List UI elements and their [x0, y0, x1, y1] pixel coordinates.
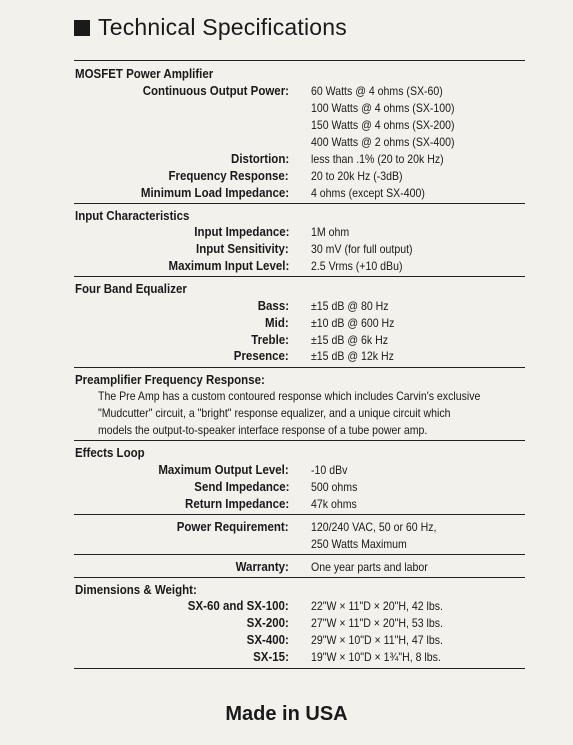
dimensions-model-value: 22"W × 11"D × 20"H, 42 lbs.	[311, 599, 443, 613]
treble-label: Treble:	[251, 333, 289, 347]
distortion-label: Distortion:	[230, 152, 289, 166]
square-bullet-icon	[74, 20, 90, 36]
input-sensitivity-value: 30 mV (for full output)	[311, 242, 413, 256]
divider	[74, 60, 525, 61]
continuous-output-value: 400 Watts @ 2 ohms (SX-400)	[311, 135, 455, 149]
preamp-description-line: The Pre Amp has a custom contoured response which includes Carvin's exclusive	[98, 389, 481, 403]
divider	[74, 203, 525, 204]
power-requirement-value: 120/240 VAC, 50 or 60 Hz,	[311, 520, 437, 534]
continuous-output-value: 100 Watts @ 4 ohms (SX-100)	[311, 101, 455, 115]
section-heading-dimensions: Dimensions & Weight:	[75, 583, 197, 597]
minimum-load-label: Minimum Load Impedance:	[140, 186, 289, 200]
section-heading-equalizer: Four Band Equalizer	[75, 282, 187, 296]
maximum-output-level-value: -10 dBv	[311, 463, 348, 477]
made-in-usa-footer: Made in USA	[225, 703, 348, 725]
maximum-output-level-label: Maximum Output Level:	[158, 463, 289, 477]
presence-label: Presence:	[234, 349, 289, 363]
maximum-input-level-value: 2.5 Vrms (+10 dBu)	[311, 259, 403, 273]
mid-label: Mid:	[265, 316, 289, 330]
distortion-value: less than .1% (20 to 20k Hz)	[311, 152, 444, 166]
input-impedance-label: Input Impedance:	[193, 225, 289, 239]
continuous-output-value: 60 Watts @ 4 ohms (SX-60)	[311, 84, 443, 98]
page-title-text: Technical Specifications	[98, 14, 347, 40]
divider	[74, 668, 525, 669]
divider	[74, 554, 525, 555]
dimensions-model-label: SX-15:	[253, 650, 289, 664]
minimum-load-value: 4 ohms (except SX-400)	[311, 186, 425, 200]
section-heading-effects-loop: Effects Loop	[75, 446, 145, 460]
input-impedance-value: 1M ohm	[311, 225, 350, 239]
power-requirement-label: Power Requirement:	[177, 520, 289, 534]
return-impedance-label: Return Impedance:	[184, 497, 289, 511]
divider	[74, 514, 525, 515]
frequency-response-label: Frequency Response:	[168, 169, 289, 183]
continuous-output-label: Continuous Output Power:	[142, 84, 289, 98]
page-title	[74, 14, 347, 41]
treble-value: ±15 dB @ 6k Hz	[311, 333, 388, 347]
section-heading-mosfet: MOSFET Power Amplifier	[75, 67, 214, 81]
warranty-label: Warranty:	[235, 560, 289, 574]
return-impedance-value: 47k ohms	[311, 497, 357, 511]
bass-label: Bass:	[257, 299, 289, 313]
dimensions-model-label: SX-200:	[246, 616, 289, 630]
mid-value: ±10 dB @ 600 Hz	[311, 316, 395, 330]
dimensions-model-value: 29"W × 10"D × 11"H, 47 lbs.	[311, 633, 443, 647]
frequency-response-value: 20 to 20k Hz (-3dB)	[311, 169, 403, 183]
divider	[74, 367, 525, 368]
send-impedance-label: Send Impedance:	[193, 480, 289, 494]
warranty-value: One year parts and labor	[311, 560, 428, 574]
divider	[74, 440, 525, 441]
divider	[74, 577, 525, 578]
section-heading-preamp: Preamplifier Frequency Response:	[75, 373, 265, 387]
divider	[74, 276, 525, 277]
dimensions-model-value: 19"W × 10"D × 1¾"H, 8 lbs.	[311, 650, 441, 664]
continuous-output-value: 150 Watts @ 4 ohms (SX-200)	[311, 118, 455, 132]
preamp-description-line: "Mudcutter" circuit, a "bright" response equalizer, and a unique circuit which	[98, 406, 451, 420]
dimensions-model-label: SX-60 and SX-100:	[188, 599, 289, 613]
preamp-description-line: models the output-to-speaker interface response of a tube power amp.	[98, 423, 428, 437]
input-sensitivity-label: Input Sensitivity:	[196, 242, 289, 256]
section-heading-input: Input Characteristics	[75, 209, 190, 223]
bass-value: ±15 dB @ 80 Hz	[311, 299, 389, 313]
maximum-input-level-label: Maximum Input Level:	[168, 259, 289, 273]
presence-value: ±15 dB @ 12k Hz	[311, 349, 394, 363]
power-requirement-value: 250 Watts Maximum	[311, 537, 407, 551]
send-impedance-value: 500 ohms	[311, 480, 358, 494]
dimensions-model-label: SX-400:	[246, 633, 289, 647]
dimensions-model-value: 27"W × 11"D × 20"H, 53 lbs.	[311, 616, 443, 630]
